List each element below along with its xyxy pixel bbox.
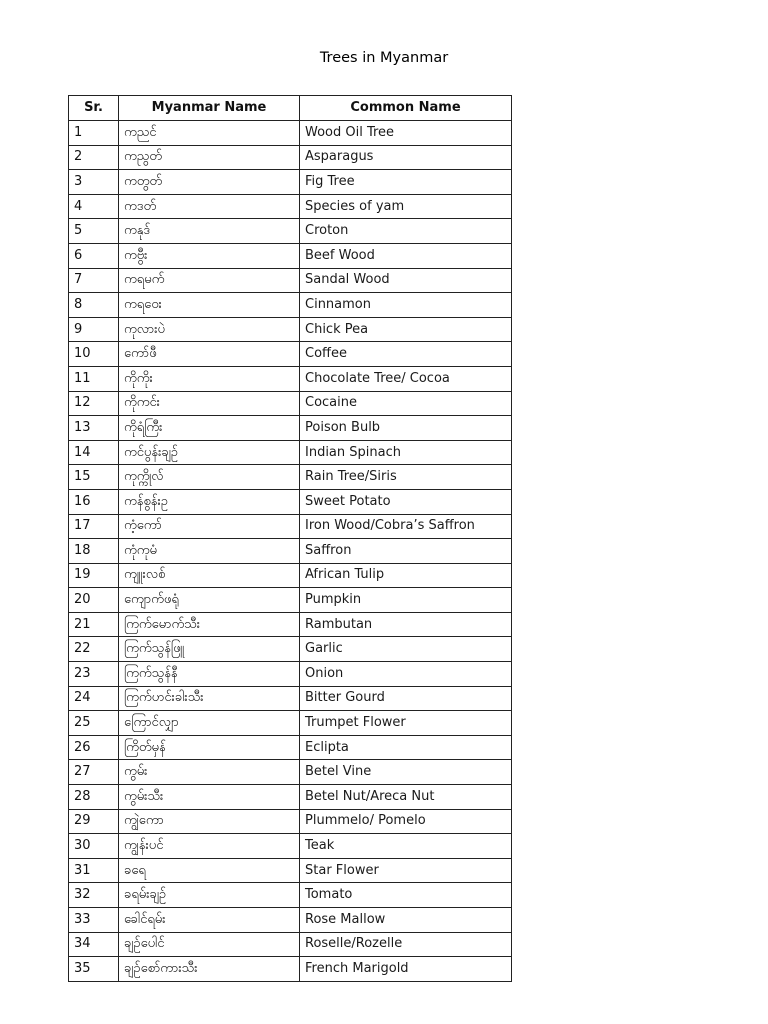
table-row [69,809,512,834]
table-row [69,194,512,219]
common-name-cell: African Tulip [300,563,512,588]
common-name-cell: Rambutan [300,612,512,637]
myanmar-name-cell: ကန်စွန်းဥ [119,489,300,514]
myanmar-name-cell: ကိုကိုး [119,366,300,391]
table-row [69,539,512,564]
common-name-cell: Teak [300,834,512,859]
serial-number-cell: 35 [69,957,119,982]
common-name-cell: Betel Nut/Areca Nut [300,785,512,810]
myanmar-name-cell: ကိုကင်း [119,391,300,416]
myanmar-name-cell: ကဗွီး [119,243,300,268]
header-sr: Sr. [69,96,119,121]
table-row [69,637,512,662]
serial-number-cell: 2 [69,145,119,170]
myanmar-name-cell: ကရမက် [119,268,300,293]
serial-number-cell: 28 [69,785,119,810]
serial-number-cell: 31 [69,858,119,883]
table-row [69,121,512,146]
common-name-cell: Fig Tree [300,170,512,195]
table-row [69,612,512,637]
common-name-cell: Indian Spinach [300,440,512,465]
serial-number-cell: 6 [69,243,119,268]
myanmar-name-cell: ကြက်သွန်နီ [119,662,300,687]
common-name-cell: Plummelo/ Pomelo [300,809,512,834]
common-name-cell: Star Flower [300,858,512,883]
table-row [69,834,512,859]
common-name-cell: Roselle/Rozelle [300,932,512,957]
table-row [69,243,512,268]
myanmar-name-cell: ကြောင်လျှာ [119,711,300,736]
serial-number-cell: 9 [69,317,119,342]
header-common-name: Common Name [300,96,512,121]
myanmar-name-cell: ကရဝေး [119,293,300,318]
table-row [69,686,512,711]
serial-number-cell: 21 [69,612,119,637]
myanmar-name-cell: ကင်ပွန်းချဉ် [119,440,300,465]
myanmar-name-cell: ကွမ်းသီး [119,785,300,810]
myanmar-name-cell: ကွမ်း [119,760,300,785]
myanmar-name-cell: ကြက်သွန်ဖြူ [119,637,300,662]
common-name-cell: Species of yam [300,194,512,219]
serial-number-cell: 16 [69,489,119,514]
common-name-cell: Beef Wood [300,243,512,268]
common-name-cell: Pumpkin [300,588,512,613]
myanmar-name-cell: ကညင် [119,121,300,146]
table-row [69,514,512,539]
table-row [69,662,512,687]
serial-number-cell: 4 [69,194,119,219]
table-row [69,883,512,908]
table-row [69,858,512,883]
serial-number-cell: 32 [69,883,119,908]
common-name-cell: Cocaine [300,391,512,416]
myanmar-name-cell: ကုက္ကိုလ် [119,465,300,490]
myanmar-name-cell: ကဒတ် [119,194,300,219]
myanmar-name-cell: ကညွတ် [119,145,300,170]
common-name-cell: Trumpet Flower [300,711,512,736]
serial-number-cell: 1 [69,121,119,146]
serial-number-cell: 15 [69,465,119,490]
common-name-cell: Garlic [300,637,512,662]
serial-number-cell: 22 [69,637,119,662]
serial-number-cell: 8 [69,293,119,318]
trees-table [68,95,512,982]
myanmar-name-cell: ကုံကုမံ [119,539,300,564]
myanmar-name-cell: ကျွန်းပင် [119,834,300,859]
table-row [69,735,512,760]
table-row [69,563,512,588]
myanmar-name-cell: ကနုဒ် [119,219,300,244]
serial-number-cell: 30 [69,834,119,859]
myanmar-name-cell: ကတွတ် [119,170,300,195]
table-row [69,145,512,170]
table-row [69,588,512,613]
serial-number-cell: 5 [69,219,119,244]
table-row [69,219,512,244]
myanmar-name-cell: ကုလားပဲ [119,317,300,342]
common-name-cell: Saffron [300,539,512,564]
serial-number-cell: 11 [69,366,119,391]
table-row [69,317,512,342]
common-name-cell: Iron Wood/Cobra’s Saffron [300,514,512,539]
common-name-cell: Sweet Potato [300,489,512,514]
common-name-cell: Asparagus [300,145,512,170]
common-name-cell: Wood Oil Tree [300,121,512,146]
table-header-row [69,96,512,121]
serial-number-cell: 3 [69,170,119,195]
serial-number-cell: 13 [69,416,119,441]
table-row [69,391,512,416]
common-name-cell: Rain Tree/Siris [300,465,512,490]
table-row [69,932,512,957]
common-name-cell: Croton [300,219,512,244]
serial-number-cell: 17 [69,514,119,539]
serial-number-cell: 23 [69,662,119,687]
common-name-cell: Chocolate Tree/ Cocoa [300,366,512,391]
serial-number-cell: 26 [69,735,119,760]
common-name-cell: Eclipta [300,735,512,760]
myanmar-name-cell: ခရမ်းချဉ် [119,883,300,908]
myanmar-name-cell: ချဉ်စော်ကားသီး [119,957,300,982]
common-name-cell: Rose Mallow [300,908,512,933]
page-title: Trees in Myanmar [319,50,449,66]
table-body [69,121,512,982]
myanmar-name-cell: ကျူးလစ် [119,563,300,588]
table-row [69,170,512,195]
serial-number-cell: 19 [69,563,119,588]
table-row [69,957,512,982]
serial-number-cell: 7 [69,268,119,293]
myanmar-name-cell: ကိုရံကြီး [119,416,300,441]
serial-number-cell: 14 [69,440,119,465]
serial-number-cell: 34 [69,932,119,957]
common-name-cell: Poison Bulb [300,416,512,441]
serial-number-cell: 20 [69,588,119,613]
table-row [69,440,512,465]
table-row [69,711,512,736]
myanmar-name-cell: ခရေ [119,858,300,883]
serial-number-cell: 18 [69,539,119,564]
serial-number-cell: 25 [69,711,119,736]
serial-number-cell: 12 [69,391,119,416]
myanmar-name-cell: ကြက်ဟင်းခါးသီး [119,686,300,711]
myanmar-name-cell: ကံ့ကော် [119,514,300,539]
common-name-cell: Onion [300,662,512,687]
common-name-cell: Sandal Wood [300,268,512,293]
common-name-cell: Cinnamon [300,293,512,318]
myanmar-name-cell: ကြက်မောက်သီး [119,612,300,637]
common-name-cell: Coffee [300,342,512,367]
serial-number-cell: 10 [69,342,119,367]
table-row [69,908,512,933]
table-row [69,465,512,490]
myanmar-name-cell: ကော်ဖီ [119,342,300,367]
common-name-cell: Tomato [300,883,512,908]
myanmar-name-cell: ကြိတ်မှန် [119,735,300,760]
header-myanmar-name: Myanmar Name [119,96,300,121]
table-row [69,785,512,810]
common-name-cell: French Marigold [300,957,512,982]
common-name-cell: Bitter Gourd [300,686,512,711]
myanmar-name-cell: ကျောက်ဖရုံ [119,588,300,613]
table-row [69,760,512,785]
table-row [69,342,512,367]
table-row [69,416,512,441]
myanmar-name-cell: ချဉ်ပေါင် [119,932,300,957]
serial-number-cell: 33 [69,908,119,933]
table-row [69,366,512,391]
table-row [69,268,512,293]
common-name-cell: Chick Pea [300,317,512,342]
serial-number-cell: 24 [69,686,119,711]
table-row [69,293,512,318]
serial-number-cell: 29 [69,809,119,834]
myanmar-name-cell: ခေါင်ရမ်း [119,908,300,933]
serial-number-cell: 27 [69,760,119,785]
table-row [69,489,512,514]
myanmar-name-cell: ကျွဲကော [119,809,300,834]
common-name-cell: Betel Vine [300,760,512,785]
